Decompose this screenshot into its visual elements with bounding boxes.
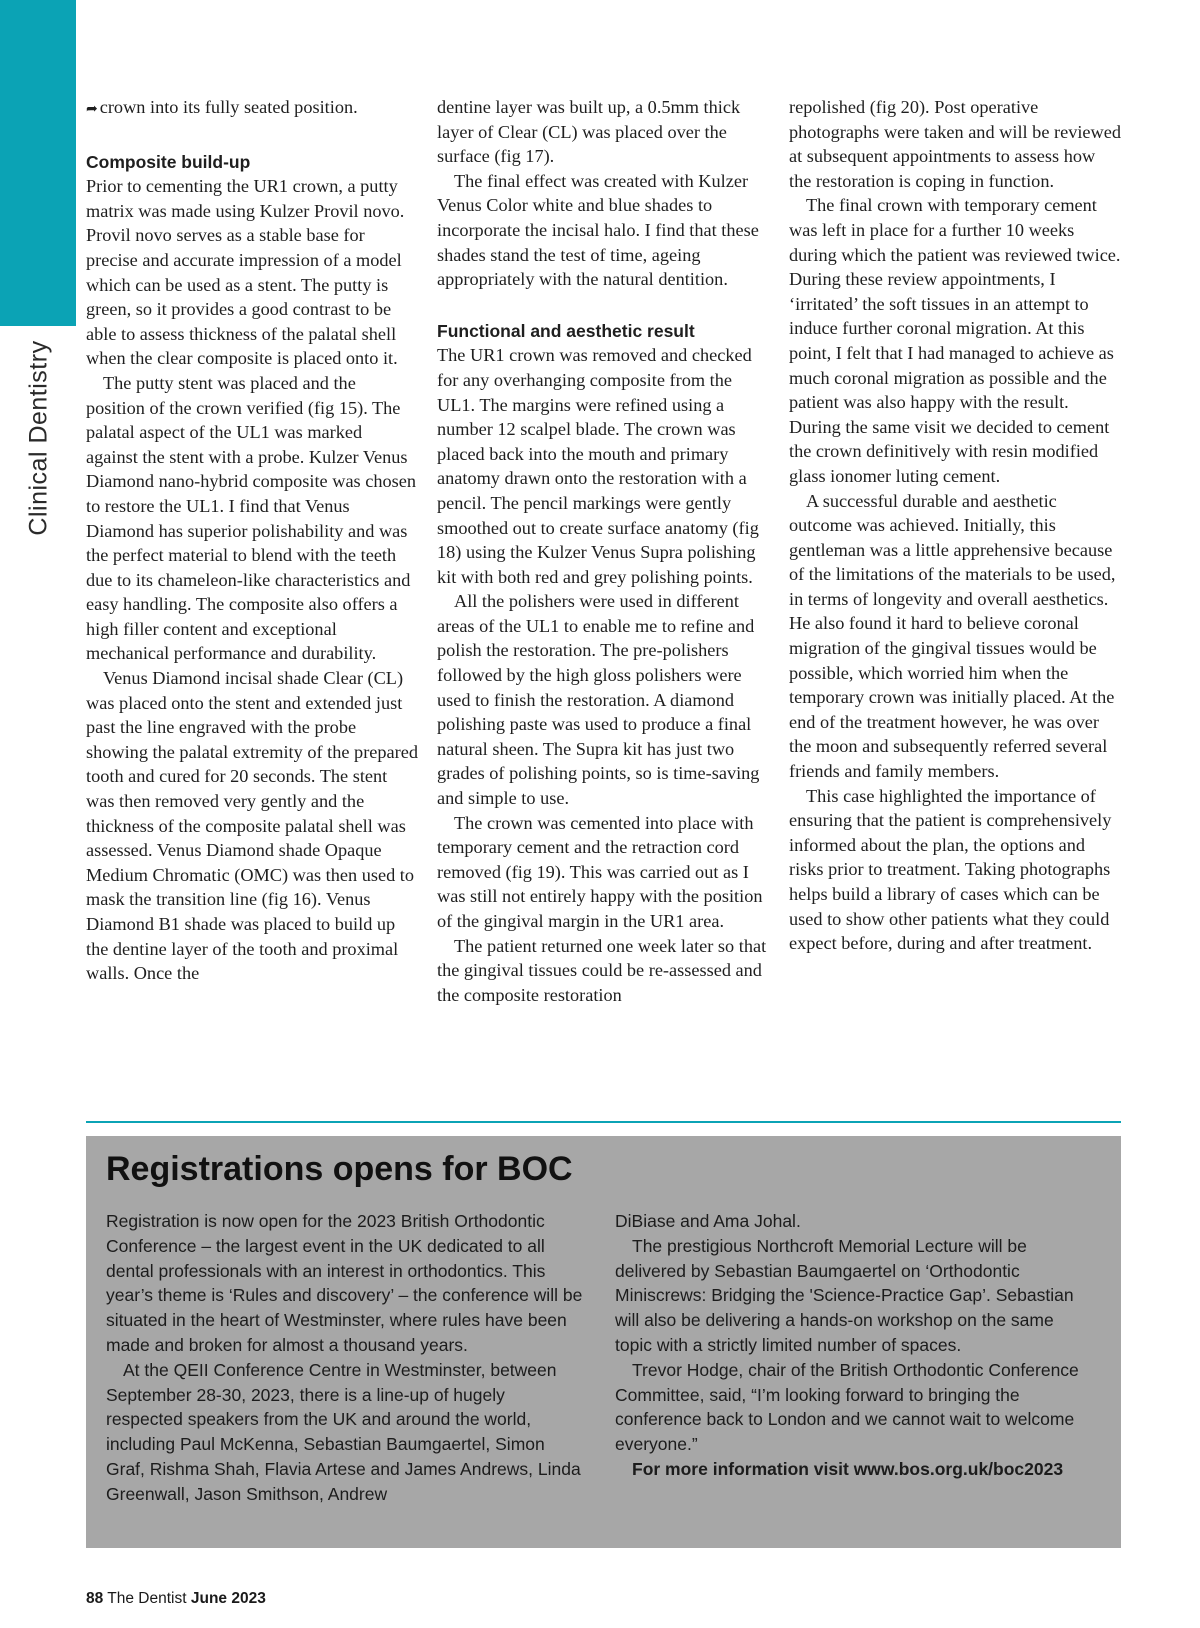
- paragraph: The putty stent was placed and the position of the crown verified (fig 15). The palatal aspect of the UL1 was marked against the stent with a probe. Kulzer Venus Diamond nano-hybrid composite was chosen to restore the UL1. I find that Venus Diamond has superior polishability and was the perfect material to blend with the teeth due to its chameleon-like characteristics and easy handling. The composite also offers a high filler content and exceptional mechanical performance and durability.: [86, 372, 417, 664]
- paragraph: A successful durable and aesthetic outcome was achieved. Initially, this gentleman was a little apprehensive because of the limitations of the materials to be used, in terms of longevity and overall aesthetics. He also found it hard to believe coronal migration of the gingival tissues would be possible, which worried him when the temporary crown was initially placed. At the end of the treatment however, he was over the moon and subsequently referred several friends and family members.: [789, 490, 1116, 782]
- section-color-tab: [0, 0, 76, 326]
- paragraph: At the QEII Conference Centre in Westminster, between September 28-30, 2023, there is a line-up of hugely respected speakers from the UK and around the world, including Paul McKenna, Sebastian Baumgaertel, Simon Graf, Rishma Shah, Flavia Artese and James Andrews, Linda Greenwall, Jason Smithson, Andrew: [106, 1359, 581, 1504]
- paragraph: repolished (fig 20). Post operative photographs were taken and will be reviewed at subsequent appointments to assess how the restoration is coping in function.: [789, 97, 1121, 191]
- paragraph: All the polishers were used in different areas of the UL1 to enable me to refine and polish the restoration. The pre-polishers followed by the high gloss polishers were used to finish the restoration. A diamond polishing paste was used to produce a final natural sheen. The Supra kit has just two grades of polishing points, so is time-saving and simple to use.: [437, 591, 760, 809]
- paragraph: Venus Diamond incisal shade Clear (CL) was placed onto the stent and extended just past the line engraved with the probe showing the palatal extremity of the prepared tooth and cured for 20 seconds. The stent was then removed very gently and the thickness of the composite palatal shell was assessed. Venus Diamond shade Opaque Medium Chromatic (OMC) was then used to mask the transition line (fig 16). Venus Diamond B1 shade was placed to build up the dentine layer of the tooth and proximal walls. Once the: [86, 668, 418, 984]
- paragraph: The prestigious Northcroft Memorial Lecture will be delivered by Sebastian Baumgaertel on ‘Orthodontic Miniscrews: Bridging the 'Science-Practice Gap’. Sebastian will also be delivering a hands-on workshop on the same topic with a strictly limited number of spaces.: [615, 1235, 1074, 1355]
- paragraph: Trevor Hodge, chair of the British Orthodontic Conference Committee, said, “I’m looking forward to bringing the conference back to London and we cannot wait to welcome everyone.”: [615, 1359, 1079, 1455]
- news-column-right: [615, 1209, 1095, 1482]
- paragraph: DiBiase and Ama Johal.: [615, 1211, 801, 1231]
- section-label: Clinical Dentistry: [24, 340, 53, 536]
- paragraph: The UR1 crown was removed and checked for any overhanging composite from the UL1. The margins were refined using a number 12 scalpel blade. The crown was placed back into the mouth and primary anatomy drawn onto the restoration with a pencil. The pencil markings were gently smoothed out to create surface anatomy (fig 18) using the Kulzer Venus Supra polishing kit with both red and grey polishing points.: [437, 345, 759, 587]
- paragraph: The patient returned one week later so that the gingival tissues could be re-assessed and the composite restoration: [437, 935, 767, 1005]
- publication-name: The Dentist: [107, 1590, 187, 1607]
- paragraph: ➦ crown into its fully seated position.: [86, 97, 358, 117]
- paragraph: dentine layer was built up, a 0.5mm thick layer of Clear (CL) was placed over the surface (fig 17).: [437, 97, 741, 167]
- paragraph: This case highlighted the importance of ensuring that the patient is comprehensively informed about the plan, the options and risks prior to treatment. Taking photographs helps build a library of cases which can be used to show other patients what they could expect before, during and after treatment.: [789, 785, 1112, 954]
- page-number: 88: [86, 1590, 104, 1607]
- issue-date: June 2023: [190, 1590, 266, 1607]
- paragraph: Prior to cementing the UR1 crown, a putty matrix was made using Kulzer Provil novo. Provil novo serves as a stable base for precise and accurate impression of a model which can be used as a stent. The putty is green, so it provides a good contrast to be able to assess thickness of the palatal shell when the clear composite is placed onto it.: [86, 176, 405, 369]
- page-footer: [86, 1590, 266, 1608]
- article-column-1: [86, 95, 418, 986]
- article-column-3: [789, 95, 1121, 956]
- news-column-left: [106, 1209, 586, 1507]
- more-info-link[interactable]: For more information visit www.bos.org.uk/boc2023: [632, 1458, 1064, 1479]
- news-box-title: Registrations opens for BOC: [106, 1150, 573, 1188]
- paragraph: The final effect was created with Kulzer Venus Color white and blue shades to incorporate the incisal halo. I find that these shades stand the test of time, ageing appropriately with the natural dentition.: [437, 170, 759, 290]
- paragraph: Registration is now open for the 2023 British Orthodontic Conference – the largest event in the UK dedicated to all dental professionals with an interest in orthodontics. This year’s theme is ‘Rules and discovery’ – the conference will be situated in the heart of Westminster, where rules have been made and broken for almost a thousand years.: [106, 1211, 583, 1355]
- paragraph: The crown was cemented into place with temporary cement and the retraction cord removed (fig 19). This was carried out as I was still not entirely happy with the position of the gingival margin in the UR1 area.: [437, 812, 763, 931]
- article-column-2: [437, 95, 769, 1007]
- news-box-boc: [86, 1136, 1121, 1548]
- section-divider: [86, 1121, 1121, 1123]
- paragraph: The final crown with temporary cement was left in place for a further 10 weeks during which the patient was reviewed twice. During these review appointments, I ‘irritated’ the soft tissues in an attempt to induce further coronal migration. At this point, I felt that I had managed to achieve as much coronal migration as possible and the patient was also happy with the result. During the same visit we decided to cement the crown definitively with resin modified glass ionomer luting cement.: [789, 195, 1121, 486]
- subheading-functional-aesthetic-result: Functional and aesthetic result: [437, 320, 695, 341]
- continuation-arrow-icon: ➦: [86, 102, 98, 117]
- subheading-composite-build-up: Composite build-up: [86, 151, 251, 172]
